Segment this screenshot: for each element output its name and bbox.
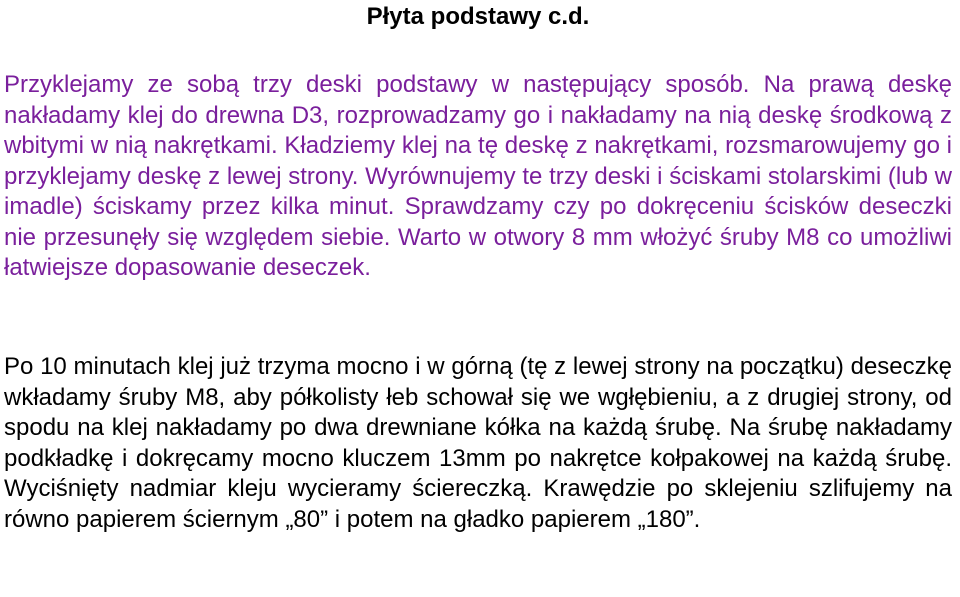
paragraph-bolts-and-sanding: Po 10 minutach klej już trzyma mocno i w górną (tę z lewej strony na początku) deseczkę wkładamy śruby M8, aby półkolisty łeb schował się we wgłębieniu, a z drugiej strony, od spodu na klej nakładamy po dwa drewniane kółka na każdą śrubę. Na śrubę nakładamy podkładkę i dokręcamy mocno kluczem 13mm po nakrętce kołpakowej na każdą śrubę. Wyciśnięty nadmiar kleju wycieramy ściereczką. Krawędzie po sklejeniu szlifujemy na równo papierem ściernym „80” i potem na gładko papierem „180”. xyxy=(4,353,952,533)
paragraph-gluing-boards: Przyklejamy ze sobą trzy deski podstawy w następujący sposób. Na prawą deskę nakładamy klej do drewna D3, rozprowadzamy go i nakładamy na nią deskę środkową z wbitymi w nią nakrętkami. Kładziemy klej na tę deskę z nakrętkami, rozsmarowujemy go i przyklejamy deskę z lewej strony. Wyrównujemy te trzy deski i ściskami stolarskimi (lub w imadle) ściskamy przez kilka minut. Sprawdzamy czy po dokręceniu ścisków deseczki nie przesunęły się względem siebie. Warto w otwory 8 mm włożyć śruby M8 co umożliwi łatwiejsze dopasowanie deseczek. xyxy=(4,71,952,281)
slide-title: Płyta podstawy c.d. xyxy=(366,3,590,30)
